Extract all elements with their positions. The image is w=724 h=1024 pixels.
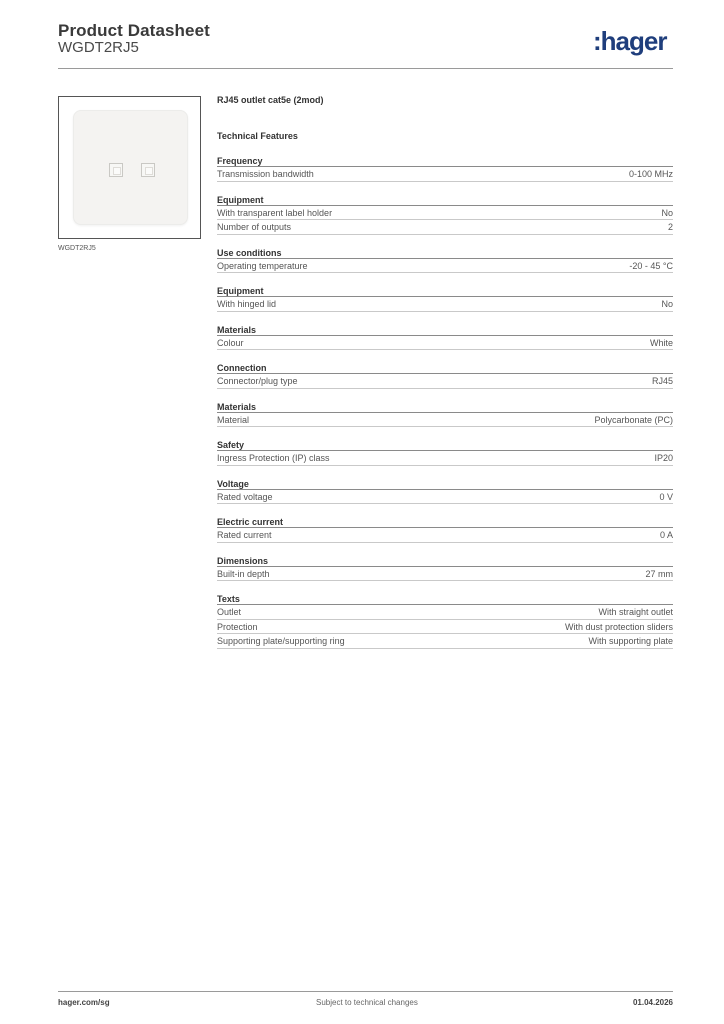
feature-value: 0 A — [659, 530, 673, 540]
section-title: Frequency — [217, 155, 673, 167]
section-title: Equipment — [217, 285, 673, 297]
feature-label: Ingress Protection (IP) class — [217, 453, 330, 463]
feature-label: Material — [217, 414, 250, 425]
feature-value: IP20 — [654, 453, 673, 463]
product-code: WGDT2RJ5 — [58, 39, 139, 56]
feature-section — [217, 155, 673, 182]
feature-row — [217, 451, 673, 466]
feature-row — [217, 259, 673, 274]
feature-label: Protection — [217, 621, 258, 632]
header-divider — [58, 68, 673, 69]
feature-row — [217, 528, 673, 543]
footer-divider — [58, 991, 673, 992]
feature-row — [217, 374, 673, 389]
rj45-port-icon — [141, 163, 155, 177]
section-title: Electric current — [217, 516, 673, 528]
datasheet-content — [217, 93, 673, 649]
feature-row — [217, 336, 673, 351]
feature-section — [217, 362, 673, 389]
feature-label: With hinged lid — [217, 299, 277, 309]
footer-date: 01.04.2026 — [632, 998, 673, 1007]
feature-section — [217, 285, 673, 312]
feature-value: With straight outlet — [598, 607, 673, 617]
rj45-outlet-image — [73, 110, 188, 225]
section-title: Safety — [217, 439, 673, 451]
feature-label: Colour — [217, 337, 244, 348]
feature-label: Number of outputs — [217, 222, 292, 232]
section-title: Materials — [217, 324, 673, 336]
feature-value: 27 mm — [645, 568, 673, 579]
section-title: Voltage — [217, 478, 673, 490]
feature-section — [217, 478, 673, 505]
feature-value: Polycarbonate (PC) — [594, 414, 673, 425]
feature-label: Connector/plug type — [217, 376, 298, 386]
feature-label: Operating temperature — [217, 260, 308, 271]
footer-website-link[interactable]: hager.com/sg — [58, 998, 110, 1007]
feature-section — [217, 324, 673, 351]
page-title: Product Datasheet — [58, 21, 210, 40]
section-title: Connection — [217, 362, 673, 374]
feature-row — [217, 620, 673, 635]
feature-row — [217, 297, 673, 312]
feature-value: No — [661, 207, 673, 218]
section-title: Dimensions — [217, 555, 673, 567]
feature-value: 2 — [667, 222, 673, 232]
feature-row — [217, 567, 673, 582]
feature-value: RJ45 — [651, 376, 673, 386]
feature-value: 0-100 MHz — [628, 169, 673, 179]
feature-section — [217, 439, 673, 466]
feature-value: 0 V — [659, 491, 673, 502]
feature-row — [217, 206, 673, 221]
feature-label: Rated current — [217, 530, 272, 540]
product-image-caption: WGDT2RJ5 — [58, 245, 96, 252]
feature-label: Transmission bandwidth — [217, 169, 314, 179]
feature-value: With supporting plate — [588, 636, 673, 646]
technical-features-title: Technical Features — [217, 131, 298, 141]
feature-label: Rated voltage — [217, 491, 273, 502]
hager-logo[interactable]: :hager — [593, 26, 667, 56]
feature-sections — [217, 155, 673, 649]
footer-notice: Subject to technical changes — [316, 998, 418, 1007]
feature-value: -20 - 45 °C — [629, 260, 673, 271]
product-name: RJ45 outlet cat5e (2mod) — [217, 95, 324, 105]
feature-label: With transparent label holder — [217, 207, 333, 218]
feature-section — [217, 593, 673, 649]
feature-row — [217, 605, 673, 620]
feature-row — [217, 413, 673, 428]
feature-section — [217, 247, 673, 274]
feature-label: Outlet — [217, 607, 242, 617]
feature-section — [217, 555, 673, 582]
feature-section — [217, 401, 673, 428]
feature-row — [217, 634, 673, 649]
feature-row — [217, 220, 673, 235]
section-title: Equipment — [217, 194, 673, 206]
product-image-frame — [58, 96, 201, 239]
section-title: Use conditions — [217, 247, 673, 259]
feature-value: No — [661, 299, 673, 309]
feature-value: White — [649, 337, 673, 348]
feature-section — [217, 194, 673, 235]
feature-label: Supporting plate/supporting ring — [217, 636, 345, 646]
feature-row — [217, 490, 673, 505]
feature-value: With dust protection sliders — [564, 621, 673, 632]
section-title: Materials — [217, 401, 673, 413]
rj45-port-icon — [109, 163, 123, 177]
section-title: Texts — [217, 593, 673, 605]
feature-section — [217, 516, 673, 543]
feature-row — [217, 167, 673, 182]
feature-label: Built-in depth — [217, 568, 270, 579]
